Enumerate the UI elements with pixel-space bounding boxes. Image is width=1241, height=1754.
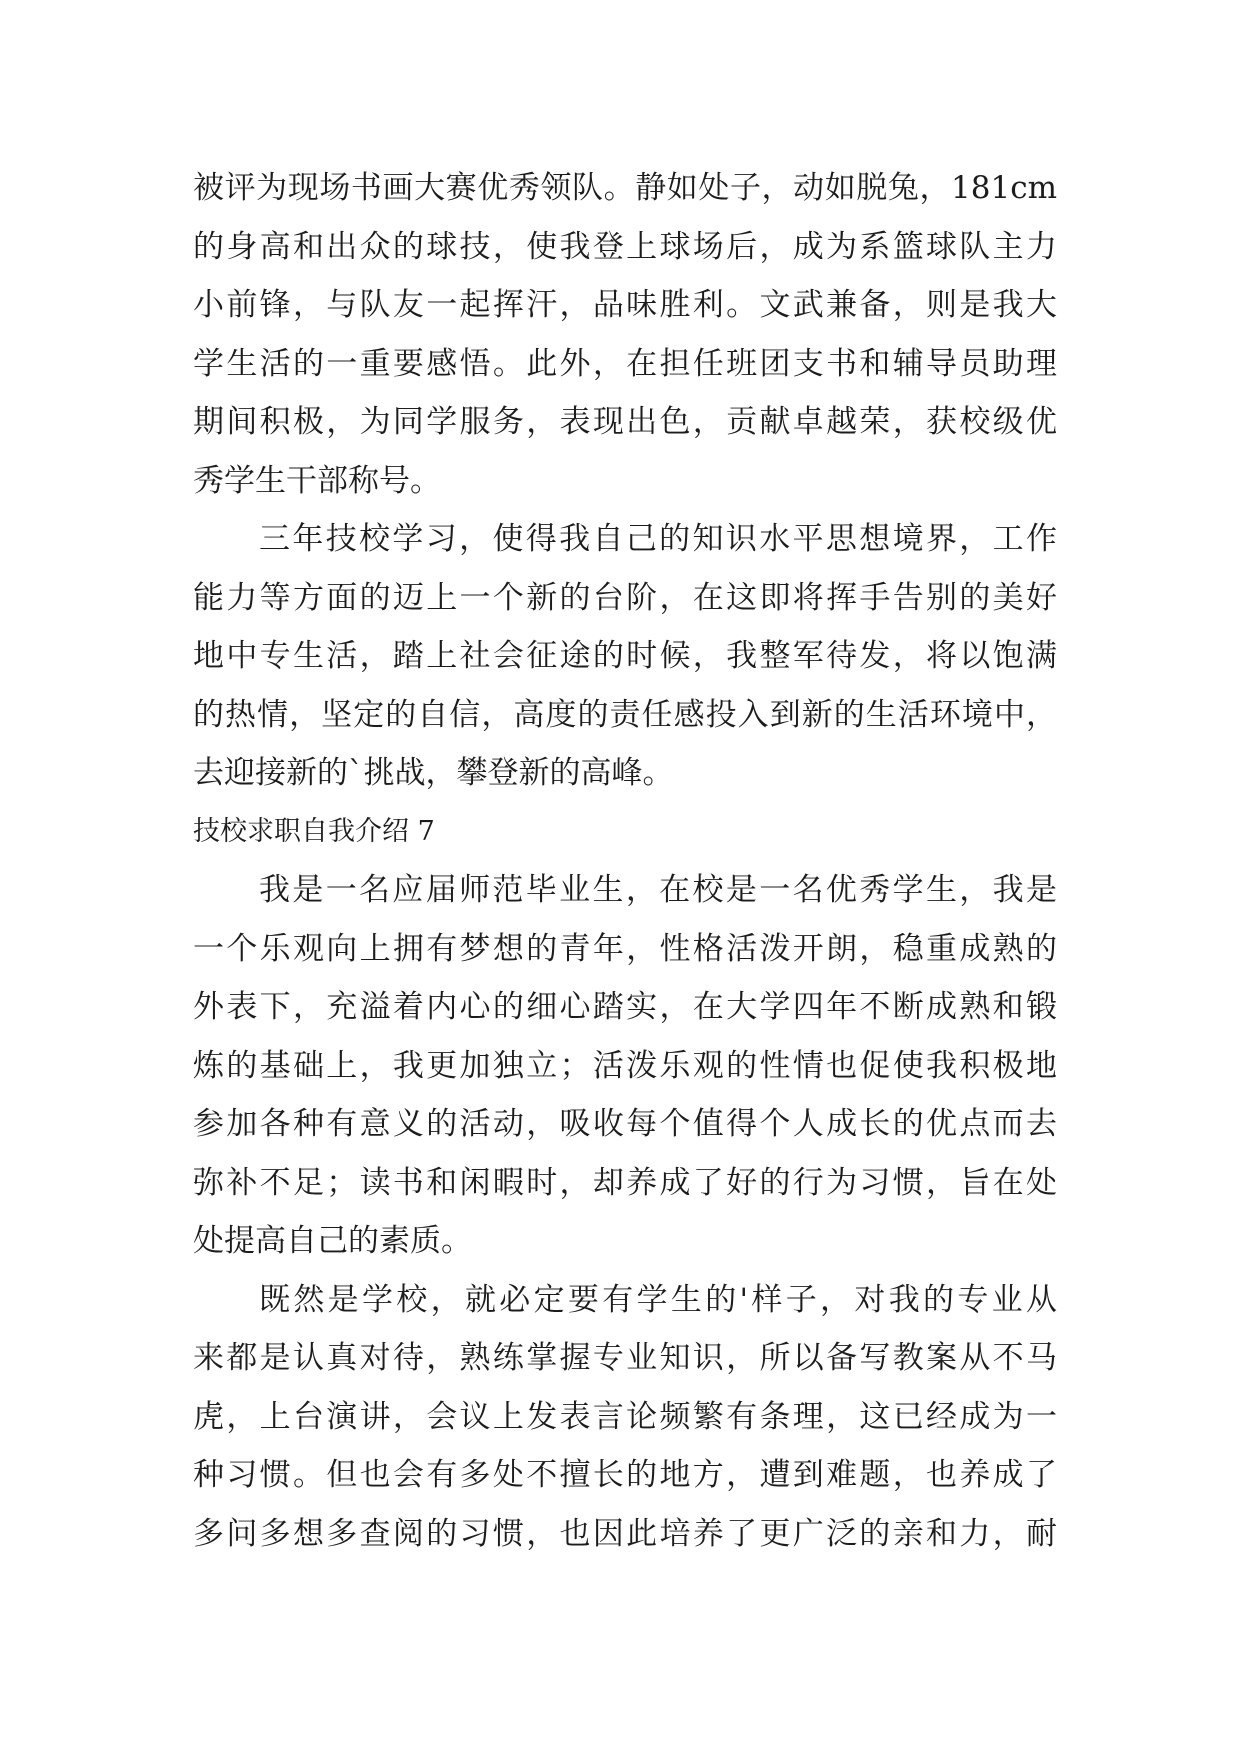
text-line: 学生活的一重要感悟。此外，在担任班团支书和辅导员助理: [193, 345, 1057, 382]
document-page: [193, 159, 1057, 1563]
text-line: 期间积极，为同学服务，表现出色，贡献卓越荣，获校级优: [193, 404, 1057, 440]
text-line: 既然是学校，就必定要有学生的'样子，对我的专业从: [259, 1281, 1057, 1318]
text-line: 弥补不足；读书和闲暇时，却养成了好的行为习惯，旨在处: [193, 1164, 1057, 1201]
paragraph: [193, 159, 1057, 510]
text-line: 被评为现场书画大赛优秀领队。静如处子，动如脱兔，181cm: [193, 170, 1057, 206]
paragraph: [193, 861, 1057, 1271]
text-line: 秀学生干部称号。: [193, 462, 441, 499]
text-line: 我是一名应届师范毕业生，在校是一名优秀学生，我是: [259, 872, 1057, 908]
text-line: 小前锋，与队友一起挥汗，品味胜利。文武兼备，则是我大: [193, 287, 1057, 323]
paragraph: [193, 510, 1057, 803]
text-line: 一个乐观向上拥有梦想的青年，性格活泼开朗，稳重成熟的: [193, 930, 1057, 967]
text-line: 种习惯。但也会有多处不擅长的地方，遭到难题，也养成了: [193, 1457, 1057, 1493]
text-line: 的身高和出众的球技，使我登上球场后，成为系篮球队主力: [193, 228, 1057, 265]
text-line: 地中专生活，踏上社会征途的时候，我整军待发，将以饱满: [193, 638, 1057, 674]
text-line: 炼的基础上，我更加独立；活泼乐观的性情也促使我积极地: [193, 1047, 1057, 1084]
text-line: 虎，上台演讲，会议上发表言论频繁有条理，这已经成为一: [193, 1398, 1057, 1435]
text-line: 来都是认真对待，熟练掌握专业知识，所以备写教案从不马: [193, 1340, 1057, 1376]
text-line: 去迎接新的`挑战，攀登新的高峰。: [193, 755, 674, 791]
text-line: 三年技校学习，使得我自己的知识水平思想境界，工作: [259, 521, 1057, 557]
text-line: 能力等方面的迈上一个新的台阶，在这即将挥手告别的美好: [193, 579, 1057, 616]
text-line: 多问多想多查阅的习惯，也因此培养了更广泛的亲和力，耐: [193, 1515, 1057, 1552]
text-line: 的热情，坚定的自信，高度的责任感投入到新的生活环境中，: [193, 696, 1057, 733]
paragraph: [193, 1271, 1057, 1564]
text-line: 参加各种有意义的活动，吸收每个值得个人成长的优点而去: [193, 1106, 1057, 1142]
section-heading: 技校求职自我介绍 7: [193, 815, 435, 847]
text-line: 外表下，充溢着内心的细心踏实，在大学四年不断成熟和锻: [193, 989, 1057, 1025]
text-line: 处提高自己的素质。: [193, 1223, 472, 1259]
